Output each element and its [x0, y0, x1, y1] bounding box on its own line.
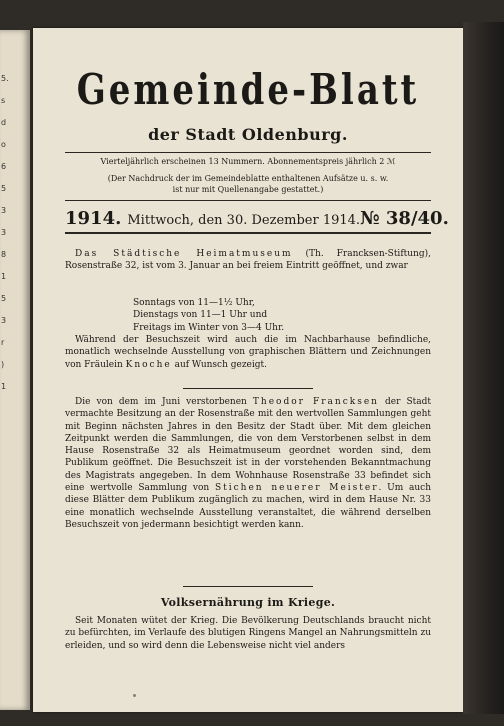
newspaper-page — [33, 28, 463, 712]
issue-year: 1914. — [65, 208, 122, 229]
museum-intro-text: (Th. Francksen-Stiftung), Rosenstraße 32, ist vom 3. Januar an bei freiem Eintritt geöffnet, und zwar — [65, 249, 431, 272]
opening-hours — [133, 297, 284, 334]
divider — [65, 232, 431, 234]
paper-speck — [133, 694, 136, 697]
reprint-notice-line-1: (Der Nachdruck der im Gemeindeblatte enthaltenen Aufsätze u. s. w. — [107, 174, 389, 183]
donor-name: Theodor Francksen — [252, 397, 379, 407]
margin-fragment: o — [1, 140, 6, 149]
exhibition-note — [65, 334, 431, 371]
margin-fragment: 8 — [1, 250, 7, 259]
margin-fragment: d — [1, 118, 7, 127]
divider — [65, 200, 431, 201]
margin-fragment: 3 — [1, 316, 7, 325]
reprint-notice-line-2: ist nur mit Quellenangabe gestattet.) — [172, 185, 324, 194]
subscription-info: Vierteljährlich erscheinen 13 Nummern. Abonnementspreis jährlich 2 ℳ — [100, 157, 396, 166]
margin-fragment: 5 — [1, 294, 7, 303]
bequest-text: Die von dem im Juni verstorbenen — [75, 397, 253, 407]
margin-fragment: ) — [1, 360, 5, 369]
museum-name: Das Städtische Heimatmuseum — [75, 249, 293, 259]
collection-name: Stichen neuerer Meister — [214, 483, 379, 494]
section-heading: Volksernährung im Kriege. — [160, 596, 336, 609]
bequest-article — [65, 396, 431, 531]
hours-line: Sonntags von 11—1½ Uhr, — [133, 298, 255, 308]
margin-fragment: r — [1, 338, 5, 347]
margin-fragment: 6 — [1, 162, 7, 171]
hours-line: Dienstags von 11—1 Uhr und — [133, 310, 268, 321]
issue-number: № 38/40. — [360, 208, 449, 229]
issue-date: Mittwoch, den 30. Dezember 1914. — [127, 213, 361, 228]
previous-page-edge — [0, 30, 30, 710]
section-divider — [183, 388, 313, 389]
book-binding-edge — [463, 22, 504, 714]
exhibition-text-end: auf Wunsch gezeigt. — [171, 359, 268, 370]
divider — [65, 152, 431, 153]
bequest-text-end: . Um auch diese Blätter dem Publikum zugänglich zu machen, wird in dem Hause Nr. 33 eine monatlich wechselnde Ausstellung veranstaltet, die während derselben Besuchszeit von jedermann besichtigt werden kann. — [65, 483, 432, 530]
margin-fragment: 3 — [1, 228, 7, 237]
masthead-subtitle: der Stadt Oldenburg. — [148, 125, 348, 144]
margin-fragment: 5 — [1, 184, 7, 193]
section-text: Seit Monaten wütet der Krieg. Die Bevölkerung Deutschlands braucht nicht zu befürchten, im Verlaufe des blutigen Ringens Mangel an Nahrungsmitteln zu erleiden, und so wird denn die Lebensweise nicht viel anders — [65, 616, 431, 651]
hours-line: Freitags im Winter von 3—4 Uhr. — [133, 322, 285, 333]
margin-fragment: 1 — [1, 382, 7, 391]
margin-fragment: s — [1, 96, 6, 105]
margin-fragment: 5. — [1, 74, 9, 83]
margin-fragment: 1 — [1, 272, 7, 281]
issue-dateline — [65, 208, 449, 229]
section-divider — [183, 586, 313, 587]
exhibition-text: Während der Besuchszeit wird auch die im Nachbarhause befindliche, monatlich wechselnde Ausstellung von graphischen Blättern und Zeichnungen von Fräulein — [65, 335, 431, 370]
masthead-title: Gemeinde-Blatt — [76, 65, 420, 115]
bequest-text: der Stadt vermachte Besitzung an der Rosenstraße mit den wertvollen Sammlungen geht mit Beginn nächsten Jahres in den Besitz der Stadt über. Mit dem gleichen Zeitpunkt werden die Sammlungen, die von dem Verstorbenen selbst in dem Hause Rosenstraße 32 als Heimatmuseum geordnet worden sind, dem Publikum geöffnet. Die Besuchszeit ist in der vorstehenden Bekanntmachung des Magistrats angegeben. In dem Wohnhause Rosenstraße 33 befindet sich eine wertvolle Sammlung von — [65, 397, 431, 494]
museum-announcement — [65, 248, 431, 273]
artist-name: Knoche — [125, 359, 172, 370]
margin-fragment: 3 — [1, 206, 7, 215]
